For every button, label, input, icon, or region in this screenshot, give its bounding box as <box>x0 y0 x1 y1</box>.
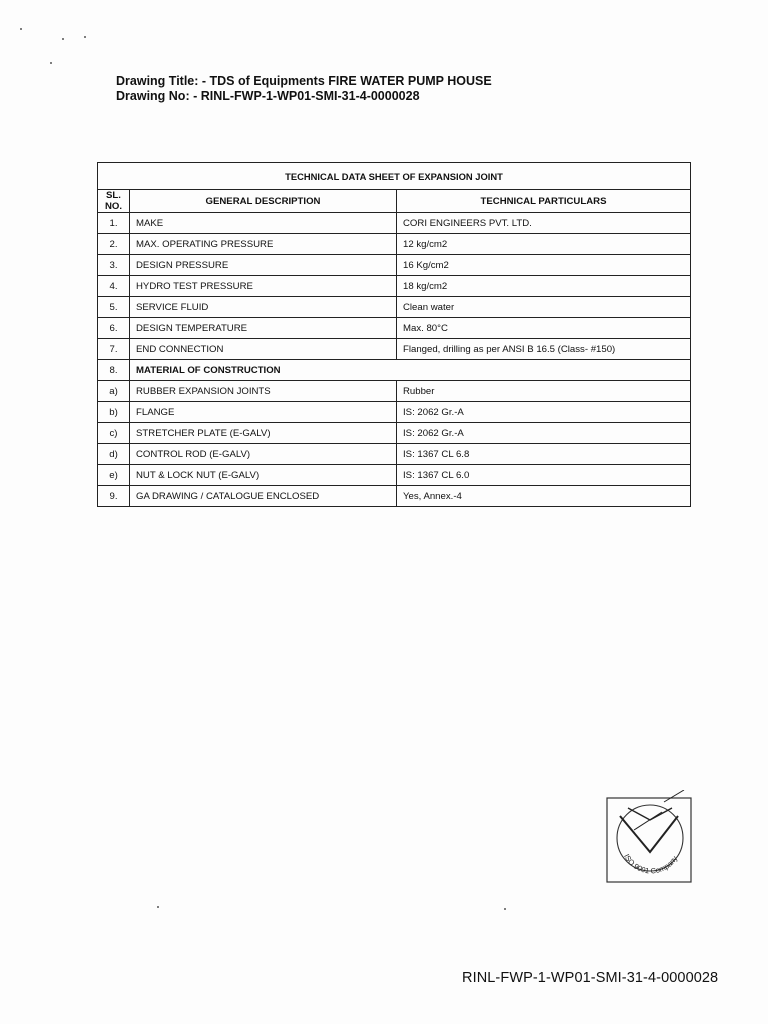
table-row <box>98 402 691 423</box>
row-description: NUT & LOCK NUT (E-GALV) <box>130 465 397 486</box>
scan-speck <box>62 38 64 40</box>
stamp-logo-mark <box>620 816 678 852</box>
row-description: HYDRO TEST PRESSURE <box>130 276 397 297</box>
col-header-general-description: GENERAL DESCRIPTION <box>130 190 397 213</box>
row-technical-particular: IS: 2062 Gr.-A <box>397 423 691 444</box>
row-technical-particular: IS: 2062 Gr.-A <box>397 402 691 423</box>
row-sl-no: d) <box>98 444 130 465</box>
row-technical-particular: Max. 80°C <box>397 318 691 339</box>
drawing-title: Drawing Title: - TDS of Equipments FIRE WATER PUMP HOUSE <box>116 74 492 88</box>
stamp-logo-mark-top <box>628 808 672 820</box>
row-description: MATERIAL OF CONSTRUCTION <box>130 360 691 381</box>
table-header-row <box>98 190 691 213</box>
row-description: CONTROL ROD (E-GALV) <box>130 444 397 465</box>
stamp-signature-stroke-2 <box>634 812 662 830</box>
row-technical-particular: IS: 1367 CL 6.8 <box>397 444 691 465</box>
table-row <box>98 360 691 381</box>
row-description: GA DRAWING / CATALOGUE ENCLOSED <box>130 486 397 507</box>
row-sl-no: 1. <box>98 213 130 234</box>
stamp-text: ISO 9001 Company <box>622 852 680 876</box>
scan-speck <box>50 62 52 64</box>
row-sl-no: c) <box>98 423 130 444</box>
table-row <box>98 276 691 297</box>
scan-speck <box>84 36 86 38</box>
table-row <box>98 423 691 444</box>
row-technical-particular: Clean water <box>397 297 691 318</box>
row-sl-no: a) <box>98 381 130 402</box>
scan-speck <box>157 906 159 908</box>
row-technical-particular: 16 Kg/cm2 <box>397 255 691 276</box>
company-stamp <box>604 790 696 886</box>
row-sl-no: 5. <box>98 297 130 318</box>
table-row <box>98 465 691 486</box>
scan-speck <box>20 28 22 30</box>
drawing-number: Drawing No: - RINL-FWP-1-WP01-SMI-31-4-0000028 <box>116 89 420 103</box>
table-row <box>98 444 691 465</box>
row-technical-particular: Flanged, drilling as per ANSI B 16.5 (Class- #150) <box>397 339 691 360</box>
col-header-technical-particulars: TECHNICAL PARTICULARS <box>397 190 691 213</box>
row-sl-no: 7. <box>98 339 130 360</box>
row-sl-no: 6. <box>98 318 130 339</box>
row-sl-no: 9. <box>98 486 130 507</box>
row-description: DESIGN TEMPERATURE <box>130 318 397 339</box>
table-title: TECHNICAL DATA SHEET OF EXPANSION JOINT <box>98 163 691 190</box>
row-technical-particular: Rubber <box>397 381 691 402</box>
scan-speck <box>504 908 506 910</box>
table-row <box>98 213 691 234</box>
document-header <box>116 74 492 104</box>
row-description: DESIGN PRESSURE <box>130 255 397 276</box>
table-row <box>98 381 691 402</box>
table-row <box>98 486 691 507</box>
technical-data-table <box>97 162 691 507</box>
row-sl-no: 2. <box>98 234 130 255</box>
row-technical-particular: Yes, Annex.-4 <box>397 486 691 507</box>
row-technical-particular: 18 kg/cm2 <box>397 276 691 297</box>
row-technical-particular: CORI ENGINEERS PVT. LTD. <box>397 213 691 234</box>
row-sl-no: b) <box>98 402 130 423</box>
table-row <box>98 255 691 276</box>
row-technical-particular: 12 kg/cm2 <box>397 234 691 255</box>
row-sl-no: 8. <box>98 360 130 381</box>
table-row <box>98 339 691 360</box>
row-sl-no: 4. <box>98 276 130 297</box>
row-description: STRETCHER PLATE (E-GALV) <box>130 423 397 444</box>
row-sl-no: e) <box>98 465 130 486</box>
row-description: FLANGE <box>130 402 397 423</box>
col-header-sl-no: SL. NO. <box>98 190 130 213</box>
table-row <box>98 318 691 339</box>
table-row <box>98 234 691 255</box>
table-body <box>98 213 691 507</box>
row-description: END CONNECTION <box>130 339 397 360</box>
table-row <box>98 297 691 318</box>
row-description: RUBBER EXPANSION JOINTS <box>130 381 397 402</box>
row-description: SERVICE FLUID <box>130 297 397 318</box>
table-title-row <box>98 163 691 190</box>
footer-document-number: RINL-FWP-1-WP01-SMI-31-4-0000028 <box>462 970 719 986</box>
stamp-signature-stroke <box>664 790 684 802</box>
row-sl-no: 3. <box>98 255 130 276</box>
row-description: MAKE <box>130 213 397 234</box>
row-description: MAX. OPERATING PRESSURE <box>130 234 397 255</box>
row-technical-particular: IS: 1367 CL 6.0 <box>397 465 691 486</box>
